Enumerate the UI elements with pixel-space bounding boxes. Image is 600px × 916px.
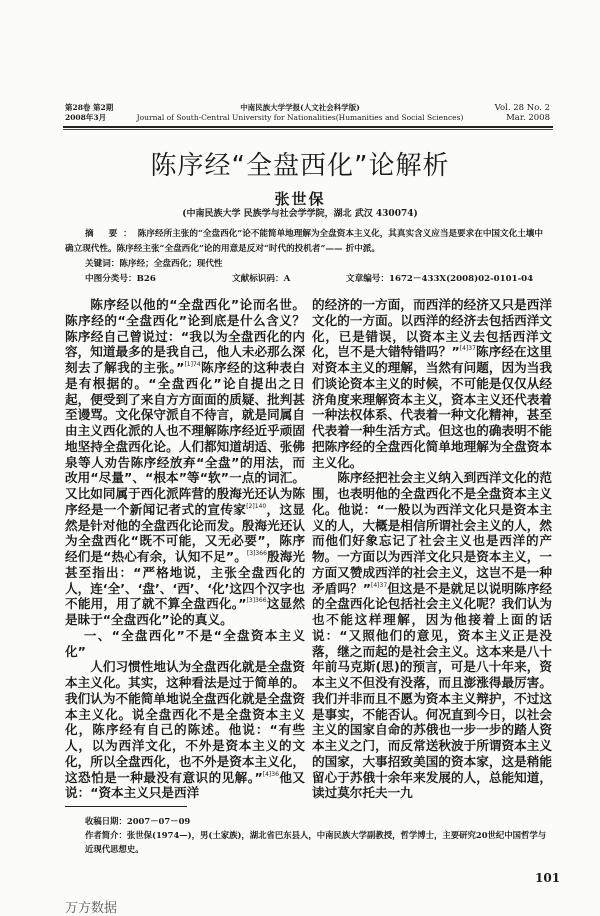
watermark: 万方数据 [65, 901, 118, 916]
text-run: 人们习惯性地认为全盘西化就是全盘资本主义化。其实，这种看法是过于简单的。我们认为不能简单地说全盘西化就是全盘资本主义化。说全盘西化不是全盘资本主义化，陈序经有自己的陈述。他说：“有些人，以为西洋文化，不外是资本主义的文化，所以全盘西化，也不外是资本主义化，这恐怕是一种最没有意识的见解。” [65, 659, 305, 785]
journal-name [120, 103, 480, 123]
author-name: 张世保 [274, 190, 326, 208]
doc-code-value: A [283, 274, 291, 284]
header-rule [63, 126, 553, 128]
paragraph [65, 297, 305, 628]
volume-en: Vol. 28 No. 2 [494, 103, 550, 113]
journal-name-cn: 中南民族大学学报(人文社会科学版) [240, 103, 360, 112]
classification-row [65, 272, 545, 287]
citation: [4]37 [459, 345, 476, 353]
text-run: 陈序经在这里对资本主义的理解，当然有问题，因为当我们谈论资本主义的时候，不可能是仅仅从经济角度来理解资本主义，资本主义还代表着一种法权体系、代表着一种文化精神，甚至代表着一种生活方式。但这也的确表明不能把陈序经的全盘西化简单地理解为全盘资本主义化。 [312, 344, 553, 470]
received-date: 收稿日期：2007－07－09 [85, 816, 191, 826]
text-run: 他又说：“资本主义只是西洋 [65, 769, 305, 801]
issue-date: 2008年3月 [65, 113, 107, 122]
citation: [1]74 [184, 361, 201, 368]
front-matter [65, 227, 545, 287]
text-run: ，这显然是针对他的全盘西化论而发。殷海光还认为全盘西化“既不可能，又无必要”，陈序经们是“热心有余，认知不足”。 [65, 501, 306, 564]
citation: [2]140 [246, 502, 267, 510]
paragraph [65, 659, 305, 801]
article-number [346, 272, 533, 287]
article-number-label: 文章编号： [346, 274, 389, 284]
citation: [3]366 [246, 550, 267, 557]
text-run: 殷海光甚至指出：“严格地说，主张全盘西化的人，连‘全’、‘盘’、‘西’、‘化’这四个汉字也不能用，用了就不算全盘西化。” [65, 549, 306, 612]
author-bio-cont: 近现代思想史。 [85, 844, 144, 854]
keywords-text: 陈序经；全盘西化；现代性 [119, 259, 223, 269]
abstract-label: 摘 要： [85, 229, 138, 239]
journal-name-en: Journal of South-Central University for Nationalities(Humanities and Social Sciences) [136, 113, 464, 122]
citation: [3]366 [246, 597, 267, 605]
text-run: 一、“全盘西化”不是“全盘资本主义化” [65, 627, 305, 659]
author-bio: 作者简介：张世保(1974—)，男(土家族)，湖北省巴东县人，中南民族大学副教授，哲学博士，主要研究20世纪中国哲学与 [85, 830, 547, 840]
paragraph [312, 297, 552, 470]
text-run: 这显然是昧于“全盘西化”论的真义。 [65, 596, 305, 627]
issue-info-en [495, 103, 550, 123]
section-heading [65, 628, 305, 660]
article-number-value: 1672－433X(2008)02-0101-04 [388, 274, 534, 284]
clc-label: 中图分类号： [85, 274, 137, 284]
date-en: Mar. 2008 [506, 113, 550, 123]
abstract-text: 陈序经所主张的“全盘西化”论不能简单地理解为全盘资本主义化，其真实含义应当是要求在中国文化土壤中确立现代性。陈序经主张“全盘西化”论的用意是反对“时代的投机者”—— 折中派。 [65, 229, 543, 254]
doc-code-label: 文献标识码： [232, 274, 284, 284]
header-rule-thin [63, 129, 553, 130]
keywords-label: 关键词： [85, 259, 120, 269]
body-column-right [312, 297, 552, 801]
clc-number [85, 272, 232, 287]
text-run: 但这是不是就足以说明陈序经的全盘西化论包括社会主义化呢？我们认为也不能这样理解，因为他接着上面的话说：“又照他们的意见，资本主义正是没落，继之而起的是社会主义。这本来是八十年前马克斯(思)的预言，可是八十年来，资本主义不但没有没落，而且澎涨得最厉害。我们并非而且不愿为资本主义辩护，不过这是事实，不能否认。何况直到今日，以社会主义的国家自命的苏俄也一步一步的踏人资本主义之门，而反常送秋波于所谓资本主义的国家，大事招致美国的资本家，这是稍能留心于苏俄十余年来发展的人，总能知道，读过莫尔托夫一九 [312, 580, 553, 801]
page-number: 101 [535, 871, 561, 885]
text-run: 陈序经以他的“全盘西化”论而名世。陈序经的“全盘西化”论到底是什么含义？陈序经自己曾说过：“我以为全盘西化的内容，知道最多的是我自己，他人未必那么深刻去了解我的主张。” [65, 297, 305, 375]
document-code [232, 272, 346, 287]
volume-issue: 第28卷 第2期 [65, 103, 114, 112]
footnote-rule [65, 806, 187, 807]
text-run: 陈序经的这种表白是有根据的。“全盘西化”论自提出之日起，便受到了来自方方面面的质疑、批判甚至谩骂。文化保守派自不待言，就是同属自由主义西化派的人也不理解陈序经近乎顽固地坚持全盘西化论。人们都知道胡适、张佛泉等人劝告陈序经放弃“全盘”的用法，而改用“尽量”、“根本”等“软”一点的词汇。又比如同属于西化派阵营的殷海光还认为陈序经是一个新闻记者式的宣传家 [65, 360, 306, 517]
paragraph [312, 470, 552, 801]
citation: [4]37 [371, 581, 388, 589]
body-column-left [65, 297, 305, 801]
clc-value: B26 [136, 274, 156, 284]
citation: [4]36 [262, 770, 279, 778]
author-affiliation: (中南民族大学 民族学与社会学学院，湖北 武汉 430074) [182, 209, 418, 219]
text-run: 的经济的一方面，而西洋的经济又只是西洋文化的一方面。以西洋的经济去包括西洋文化，已是错误，以资本主义去包括西洋文化，岂不是大错特错吗？” [312, 297, 552, 360]
abstract [65, 227, 545, 257]
text-run: 陈序经把社会主义纳入到西洋文化的范围，也表明他的全盘西化不是全盘资本主义化。他说：“一般以为西洋文化只是资本主义的人，大概是相信所谓社会主义的人，然而他们好象忘记了社会主义也是西洋的产物。一方面以为西洋文化只是资本主义，一方面又赞成西洋的社会主义，这岂不是一种矛盾吗？” [312, 470, 552, 596]
keywords [65, 257, 545, 272]
article-title: 陈序经“全盘西化”论解析 [150, 151, 450, 181]
issue-info [65, 103, 113, 123]
